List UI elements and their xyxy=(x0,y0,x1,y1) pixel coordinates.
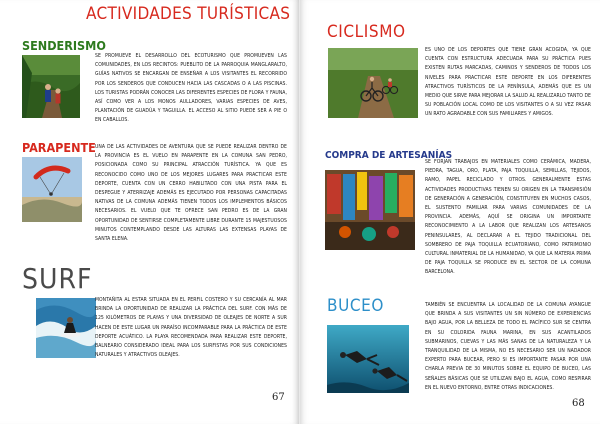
senderismo-title: SENDERISMO xyxy=(22,38,106,53)
page-heading: ACTIVIDADES TURÍSTICAS xyxy=(86,4,291,24)
artesanias-photo xyxy=(325,170,415,250)
ciclismo-photo xyxy=(328,48,418,118)
surf-text: MONTAÑITA AL ESTAR SITUADA EN EL PERFIL COSTERO Y SU CERCANÍA AL MAR BRINDA LA OPORTUNIDAD DE REALIZAR LA PRÁCTICA DEL SURF. CON MÁS DE 125 KILÓMETROS DE PLAYAS Y UNA DIVERSIDAD DE OLEAJES DE NORTE A SUR HACEN DE ESTE LUGAR UN PARAÍSO INCOMPARABLE PARA LA PRÁCTICA DE ESTE DEPORTE ACUÁTICO. LA PLAYA RECOMENDADA PARA REALIZAR ESTE DEPORTE, BALNEARIO CONSIDERADO IDEAL PARA LOS SURFISTAS POR SUS CONDICIONES NATURALES Y ATRACTIVOS OLEAJES. xyxy=(95,297,287,359)
senderismo-text: SE PROMUEVE EL DESARROLLO DEL ECOTURISMO QUE PROMUEVEN LAS COMUNIDADES, EN LOS RECINTOS: PUEBLITO DE LA PARROQUIA MANGLARALTO, GUÍAS NATIVOS SE ENCARGAN DE ENSEÑAR A LOS VISITANTES EL RECORRIDO POR LOS SENDEROS QUE CONDUCEN HACIA LAS CASCADAS O A LAS PISCINAS. LOS TURISTAS PODRÁN CONOCER LAS DIFERENTES ESPECIES DE FLORA Y FAUNA, ASÍ COMO VER A LOS MONOS AULLADORES, VARIAS ESPECIES DE AVES, PLANTACIÓN DE GUADÚA Y TAGUILLA. EL ACCESO AL SITIO PUEDE SER A PIE O EN CABALLOS. xyxy=(95,53,287,124)
right-page xyxy=(300,0,600,424)
surf-title: SURF xyxy=(22,262,93,295)
page-number-right: 68 xyxy=(572,398,585,409)
buceo-text: TAMBIÉN SE ENCUENTRA LA LOCALIDAD DE LA COMUNA AYANGUE QUE BRINDA A SUS VISITANTES UN SIN NÚMERO DE EXPERIENCIAS BAJO AGUA, POR LA BELLEZA DE TODO EL PACÍFICO SUR SE CENTRA EN SU COLORIDA FAUNA MARINA, EN SUS ACANTILADOS SUBMARINOS, CUEVAS Y LAS MÁS SANAS DE LA NATURALEZA Y LA TRANQUILIDAD DE LA MISMA, NO ES NECESARIO SER UN NADADOR EXPERTO PARA BUCEAR, PERO SI ES IMPORTANTE PASAR POR UNA CHARLA PREVIA DE 30 MINUTOS SOBRE EL EQUIPO DE BUCEO, LAS SEÑALES BÁSICAS QUE SE UTILIZAN BAJO EL AGUA, COMO RESPIRAR EN EL NUEVO ENTORNO, ENTRE OTRAS INDICACIONES. xyxy=(425,302,591,391)
surf-photo xyxy=(36,298,96,358)
artesanias-title: COMPRA DE ARTESANÍAS xyxy=(325,150,453,161)
ciclismo-title: CICLISMO xyxy=(327,22,406,42)
parapente-title: PARAPENTE xyxy=(22,140,96,155)
ciclismo-text: ES UNO DE LOS DEPORTES QUE TIENE GRAN ACOGIDA, YA QUE CUENTA CON ESTRUCTURA ADECUADA PARA SU PRÁCTICA PUES EXISTEN RUTAS MARCADAS, CAMINOS Y SENDEROS DE TODOS LOS NIVELES PARA PRACTICAR ESTE DEPORTE EN LOS DIFERENTES ATRACTIVOS TURÍSTICOS DE LA PENÍNSULA, ADEMÁS QUE ES UN MEDIO QUE SIRVE PARA MEJORAR LA SALUD AL REALIZARLO TANTO DE SU POBLACIÓN LOCAL COMO DE LOS VISITANTES O A SU VEZ PASAR UN RATO AGRADABLE CON SUS FAMILIARES Y AMIGOS. xyxy=(425,47,591,118)
buceo-photo xyxy=(327,325,409,393)
parapente-text: UNA DE LAS ACTIVIDADES DE AVENTURA QUE SE PUEDE REALIZAR DENTRO DE LA PROVINCIA ES EL VUELO EN PARAPENTE EN LA COMUNA SAN PEDRO, POSICIONADA COMO SU PRINCIPAL ATRACCIÓN TURÍSTICA. YA QUE ES RECONOCIDO COMO UNO DE LOS MEJORES LUGARES PARA PRACTICAR ESTE DEPORTE, CUENTA CON UN CERRO HABILITADO CON UNA PISTA PARA EL DESPEGUE Y ATERRIZAJE ADEMÁS ES EJECUTADO POR PERSONAS CAPACITADAS NATIVAS DE LA COMUNA ADEMÁS TIENEN TODOS LOS IMPLEMENTOS BÁSICOS NECESARIOS. EL VUELO QUE TE OFRECE SAN PEDRO ES DE LA GRAN OPORTUNIDAD DE SENTIRSE COMPLETAMENTE LIBRE DURANTE 15 MAJESTUOSOS MINUTOS CONTEMPLANDO DESDE LAS ALTURAS LAS EXTENSAS PLAYAS DE SANTA ELENA. xyxy=(95,144,287,243)
buceo-title: BUCEO xyxy=(327,296,385,316)
page-number-left: 67 xyxy=(272,392,285,403)
parapente-photo xyxy=(22,157,82,222)
senderismo-photo xyxy=(22,55,80,118)
left-page xyxy=(0,0,299,424)
artesanias-text: SE FORJAN TRABAJOS EN MATERIALES COMO CERÁMICA, MADERA, PIEDRA, TAGUA, ORO, PLATA, PAJA TOQUILLA, SEMILLAS, TEJIDOS, RAMO, PAPEL RECICLADO Y OTROS. GENERALMENTE ESTAS ACTIVIDADES PRODUCTIVAS TIENEN SU ORIGEN EN LA TRANSMISIÓN DE GENERACIÓN A GENERACIÓN, CONSTITUYEN EN MUCHOS CASOS, EL SUSTENTO FAMILIAR PARA VARIAS COMUNIDADES DE LA PROVINCIA. ADEMÁS, AQUÍ SE ORIGINA UN IMPORTANTE RECONOCIMIENTO A LA LABOR QUE REALIZAN LOS ARTESANOS PENINSULARES, AL DECLARAR A EL TEJIDO TRADICIONAL DEL SOMBRERO DE PAJA TOQUILLA ECUATORIANO, COMO PATRIMONIO CULTURAL INMATERIAL DE LA HUMANIDAD, YA QUE LA MATERIA PRIMA DE PAJA TOQUILLA SE PRODUCE EN EL SECTOR DE LA COMUNA BARCELONA. xyxy=(425,159,591,276)
